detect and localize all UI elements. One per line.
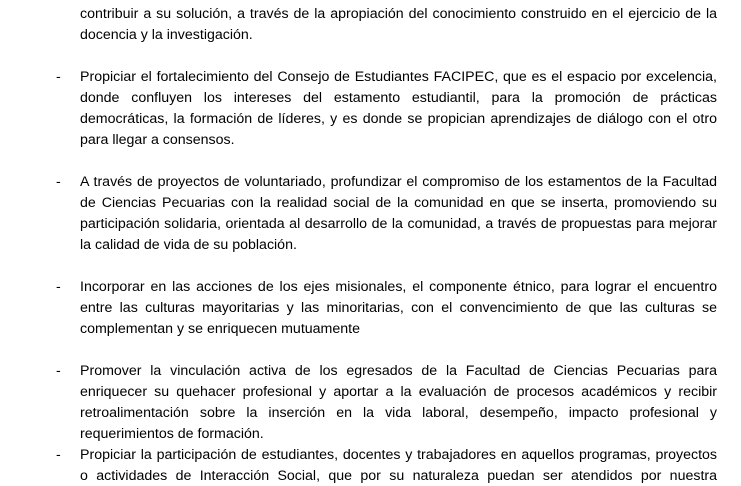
intro-line: docencia y la investigación.	[80, 27, 253, 43]
list-item-line: donde confluyen los intereses del estamento estudiantil, para la promoción de prácticas	[80, 90, 717, 106]
list-item-line: Propiciar el fortalecimiento del Consejo de Estudiantes FACIPEC, que es el espacio por excelencia,	[80, 69, 717, 85]
list-bullet: -	[56, 279, 61, 295]
list-item-line: para llegar a consensos.	[80, 132, 235, 148]
list-bullet: -	[56, 69, 61, 85]
intro-line: contribuir a su solución, a través de la apropiación del conocimiento construido en el ejercicio de la	[80, 6, 717, 22]
list-item-line: o actividades de Interacción Social, que por su naturaleza puedan ser atendidos por nuestra	[80, 468, 717, 484]
list-item-line: democráticas, la formación de líderes, y es donde se propician aprendizajes de diálogo con el otro	[80, 111, 717, 127]
list-bullet: -	[56, 447, 61, 463]
list-item-line: entre las culturas mayoritarias y las minoritarias, con el convencimiento de que las culturas se	[80, 300, 717, 316]
list-item-line: Promover la vinculación activa de los egresados de la Facultad de Ciencias Pecuarias para	[80, 363, 717, 379]
list-item-line: requerimientos de formación.	[80, 426, 264, 442]
list-item-line: complementan y se enriquecen mutuamente	[80, 321, 360, 337]
list-item-line: enriquecer su quehacer profesional y aportar a la evaluación de procesos académicos y recibir	[80, 384, 717, 400]
list-bullet: -	[56, 174, 61, 190]
list-item-line: Incorporar en las acciones de los ejes misionales, el componente étnico, para lograr el encuentro	[80, 279, 717, 295]
list-item-line: de Ciencias Pecuarias con la realidad social de la comunidad en que se inserta, promoviendo su	[80, 195, 717, 211]
list-item-line: Propiciar la participación de estudiantes, docentes y trabajadores en aquellos programas, proyectos	[80, 447, 717, 463]
list-item-line: participación solidaria, orientada al desarrollo de la comunidad, a través de propuestas para mejorar	[80, 216, 717, 232]
list-item-line: retroalimentación sobre la inserción en la vida laboral, desempeño, impacto profesional y	[80, 405, 717, 421]
list-item-line: A través de proyectos de voluntariado, profundizar el compromiso de los estamentos de la Facultad	[80, 174, 717, 190]
list-item-line: la calidad de vida de su población.	[80, 237, 297, 253]
list-bullet: -	[56, 363, 61, 379]
